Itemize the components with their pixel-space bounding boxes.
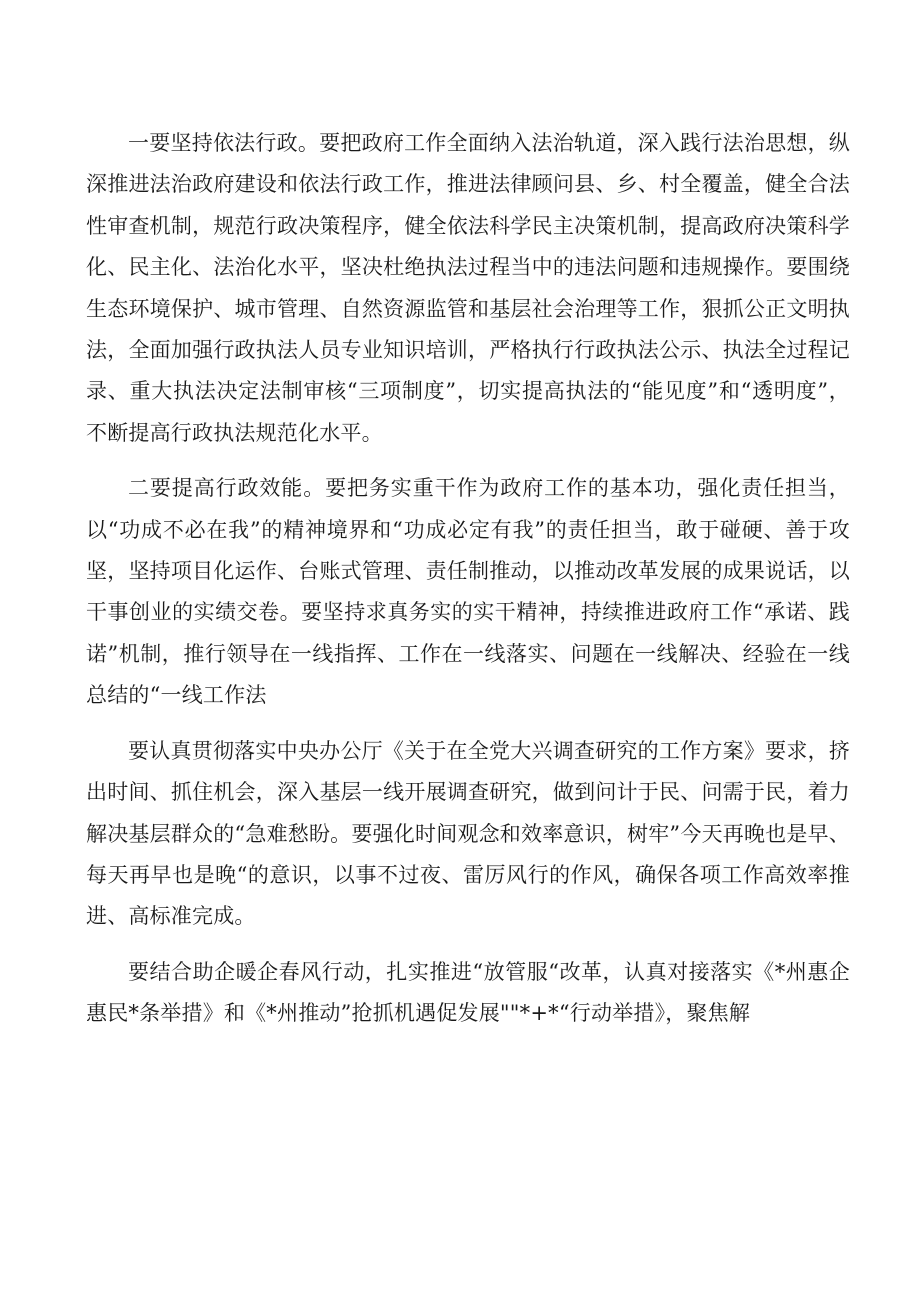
- paragraph-support-enterprises: 要结合助企暖企春风行动，扎实推进“放管服“改革，认真对接落实《*州惠企惠民*条举措》和《*州推动”抢抓机遇促发展""*+*“行动举措》，聚焦解: [86, 959, 850, 1026]
- paragraph-adhere-to-law: 一要坚持依法行政。要把政府工作全面纳入法治轨道，深入践行法治思想，纵深推进法治政府建设和依法行政工作，推进法律顾问县、乡、村全覆盖，健全合法性审查机制，规范行政决策程序，健全依法科学民主决策机制，提高政府决策科学化、民主化、法治化水平，坚决杜绝执法过程当中的违法问题和违规操作。要围绕生态环境保护、城市管理、自然资源监管和基层社会治理等工作，狠抓公正文明执法，全面加强行政执法人员专业知识培训，严格执行行政执法公示、执法全过程记录、重大执法决定法制审核“三项制度”，切实提高执法的“能见度”和“透明度”，不断提高行政执法规范化水平。: [86, 131, 850, 445]
- paragraph-investigation-research: 要认真贯彻落实中央办公厅《关于在全党大兴调查研究的工作方案》要求，挤出时间、抓住机会，深入基层一线开展调查研究，做到问计于民、问需于民，着力解决基层群众的“急难愁盼。要强化时间观念和效率意识，树牢”今天再晚也是早、每天再早也是晚“的意识，以事不过夜、雷厉风行的作风，确保各项工作高效率推进、高标准完成。: [86, 738, 850, 929]
- document-body: [86, 123, 850, 1035]
- paragraph-improve-efficiency: 二要提高行政效能。要把务实重干作为政府工作的基本功，强化责任担当，以“功成不必在我”的精神境界和“功成必定有我”的责任担当，敢于碰硬、善于攻坚，坚持项目化运作、台账式管理、责任制推动，以推动改革发展的成果说话，以干事创业的实绩交卷。要坚持求真务实的实干精神，持续推进政府工作“承诺、践诺”机制，推行领导在一线指挥、工作在一线落实、问题在一线解决、经验在一线总结的“一线工作法: [86, 476, 850, 708]
